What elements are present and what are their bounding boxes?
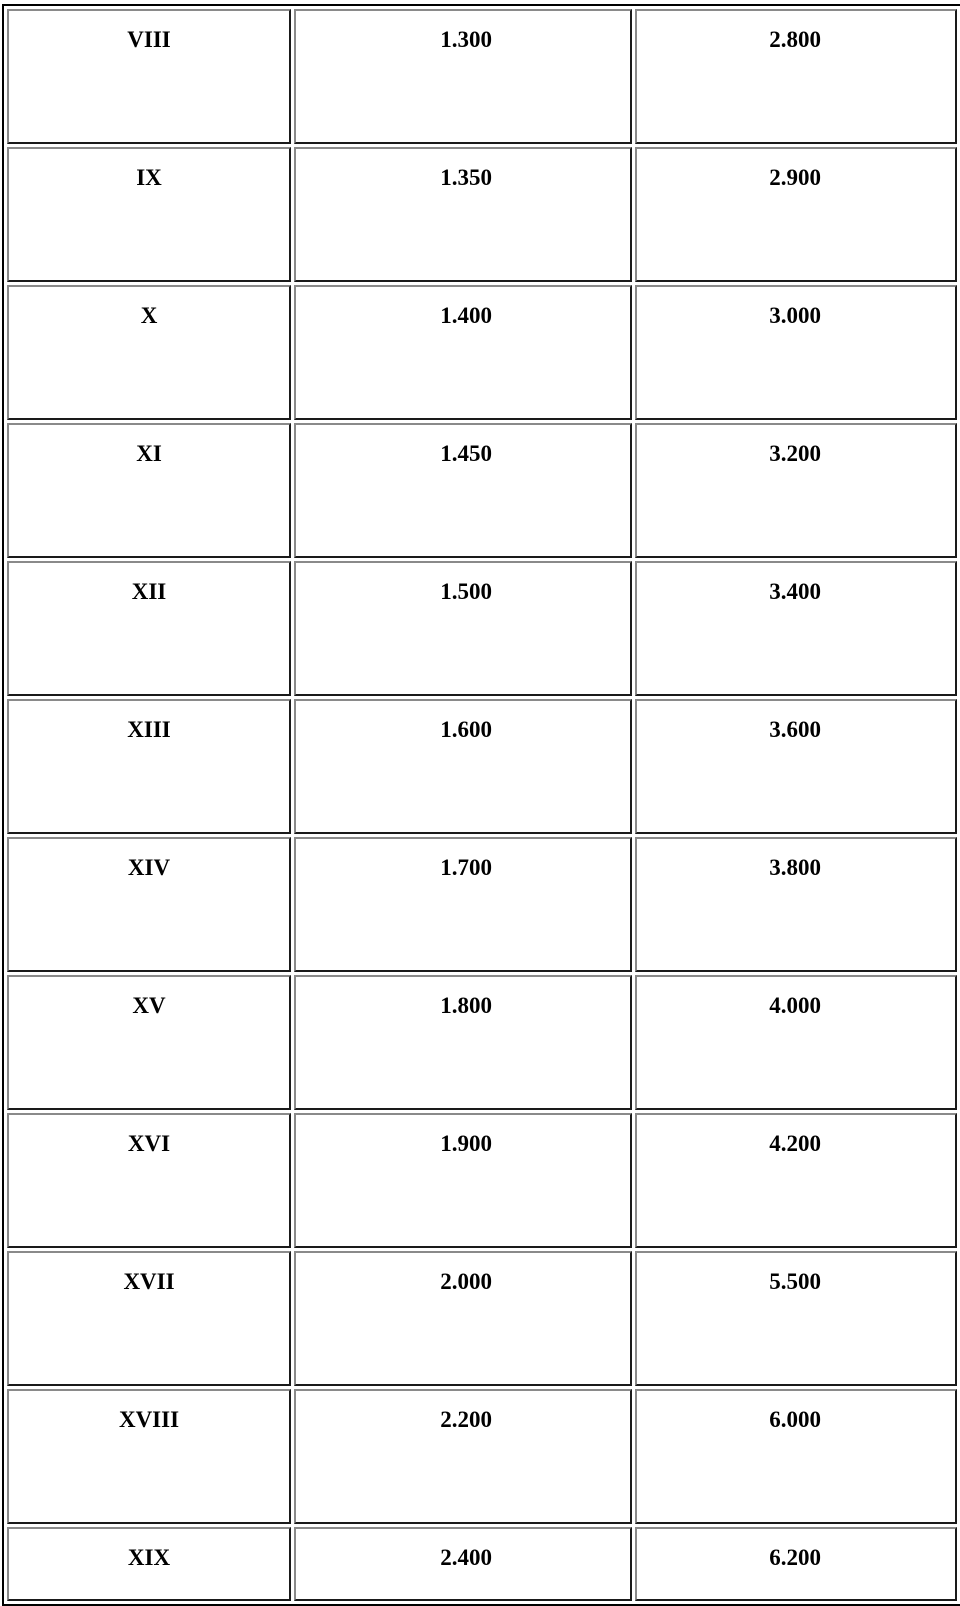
value-1-cell: 1.900 <box>294 1113 632 1248</box>
class-cell: XV <box>7 975 291 1110</box>
table-row <box>7 1251 957 1386</box>
class-cell: XVII <box>7 1251 291 1386</box>
table-row <box>7 9 957 144</box>
value-1-cell: 1.400 <box>294 285 632 420</box>
value-2-cell: 3.000 <box>635 285 957 420</box>
value-2-cell: 2.900 <box>635 147 957 282</box>
value-1-cell: 2.400 <box>294 1527 632 1601</box>
value-2-cell: 3.600 <box>635 699 957 834</box>
value-2-cell: 3.800 <box>635 837 957 972</box>
class-cell: XVIII <box>7 1389 291 1524</box>
table-row <box>7 837 957 972</box>
class-cell: XVI <box>7 1113 291 1248</box>
class-cell: IX <box>7 147 291 282</box>
class-cell: XI <box>7 423 291 558</box>
value-2-cell: 2.800 <box>635 9 957 144</box>
value-1-cell: 2.000 <box>294 1251 632 1386</box>
value-1-cell: 1.800 <box>294 975 632 1110</box>
data-table <box>2 4 960 1606</box>
value-2-cell: 6.000 <box>635 1389 957 1524</box>
table-row <box>7 699 957 834</box>
table-row <box>7 1113 957 1248</box>
value-1-cell: 1.450 <box>294 423 632 558</box>
value-2-cell: 4.000 <box>635 975 957 1110</box>
value-2-cell: 5.500 <box>635 1251 957 1386</box>
value-1-cell: 1.500 <box>294 561 632 696</box>
table-row <box>7 1389 957 1524</box>
value-1-cell: 1.350 <box>294 147 632 282</box>
value-1-cell: 1.600 <box>294 699 632 834</box>
value-2-cell: 3.200 <box>635 423 957 558</box>
value-2-cell: 4.200 <box>635 1113 957 1248</box>
class-cell: X <box>7 285 291 420</box>
class-cell: XIV <box>7 837 291 972</box>
class-cell: XII <box>7 561 291 696</box>
value-2-cell: 3.400 <box>635 561 957 696</box>
value-1-cell: 1.700 <box>294 837 632 972</box>
value-2-cell: 6.200 <box>635 1527 957 1601</box>
value-1-cell: 1.300 <box>294 9 632 144</box>
class-cell: VIII <box>7 9 291 144</box>
table-body <box>7 9 957 1601</box>
table-row <box>7 285 957 420</box>
table-row <box>7 423 957 558</box>
table-row <box>7 147 957 282</box>
table-row <box>7 561 957 696</box>
class-cell: XIX <box>7 1527 291 1601</box>
value-1-cell: 2.200 <box>294 1389 632 1524</box>
table-row <box>7 975 957 1110</box>
table-row <box>7 1527 957 1601</box>
class-cell: XIII <box>7 699 291 834</box>
